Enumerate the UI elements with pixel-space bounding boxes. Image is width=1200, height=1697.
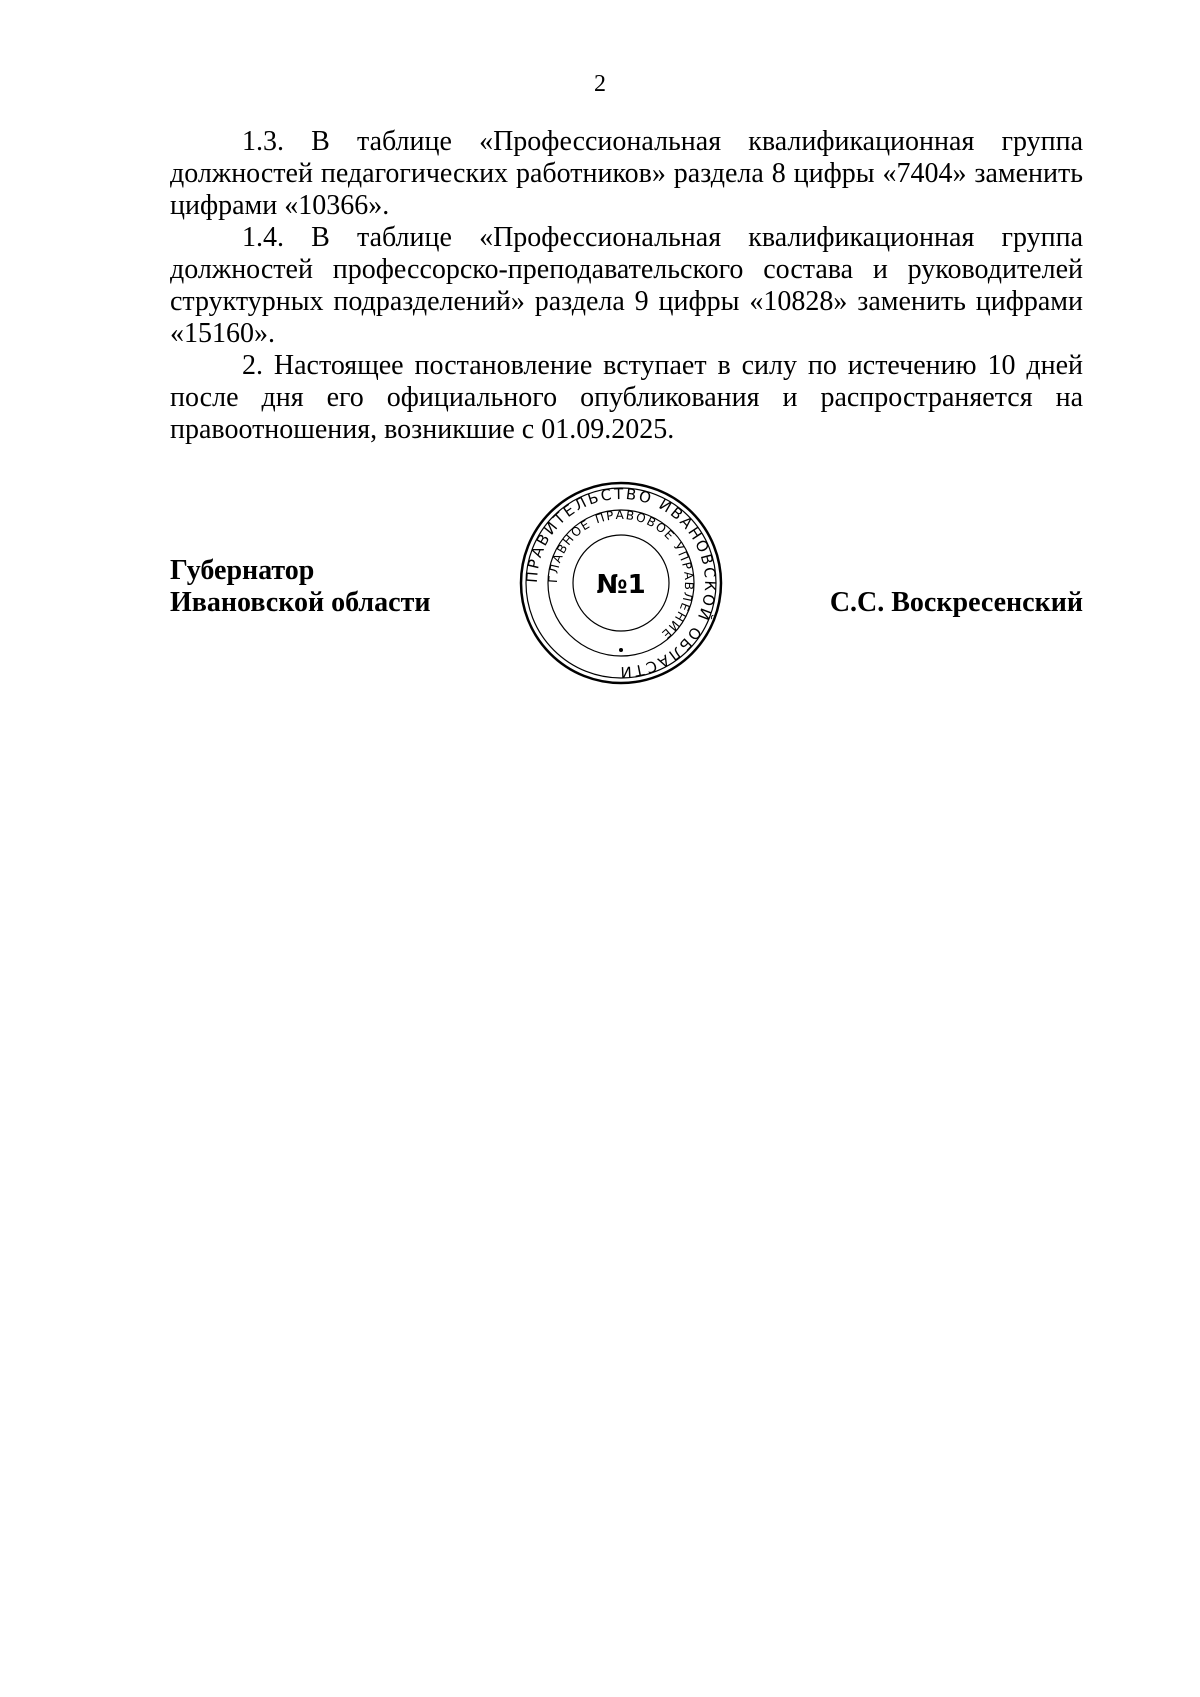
signatory-name: С.С. Воскресенский (829, 587, 1083, 618)
seal-outer-text: ПРАВИТЕЛЬСТВО ИВАНОВСКОЙ ОБЛАСТИ (522, 484, 720, 682)
signatory-position-line1: Губернатор (170, 555, 315, 586)
seal-inner-text: ГЛАВНОЕ ПРАВОВОЕ УПРАВЛЕНИЕ (545, 507, 697, 643)
page-number: 2 (594, 71, 606, 97)
signatory-position-line2: Ивановской области (170, 587, 431, 618)
seal-number: №1 (596, 570, 646, 600)
paragraph-1-3: 1.3. В таблице «Профессиональная квалификационная группа должностей педагогических работников» раздела 8 цифры «7404» заменить цифрами «10366». (170, 126, 1083, 221)
paragraph-1-4: 1.4. В таблице «Профессиональная квалификационная группа должностей профессорско-преподавательского состава и руководителей структурных подразделений» раздела 9 цифры «10828» заменить цифрами «15160». (170, 222, 1083, 349)
seal-dot (619, 648, 623, 652)
signatory-position (170, 555, 430, 619)
official-seal-stamp (518, 480, 724, 686)
document-body (170, 126, 1083, 446)
paragraph-2: 2. Настоящее постановление вступает в силу по истечению 10 дней после дня его официального опубликования и распространяется на правоотношения, возникшие с 01.09.2025. (170, 350, 1083, 445)
